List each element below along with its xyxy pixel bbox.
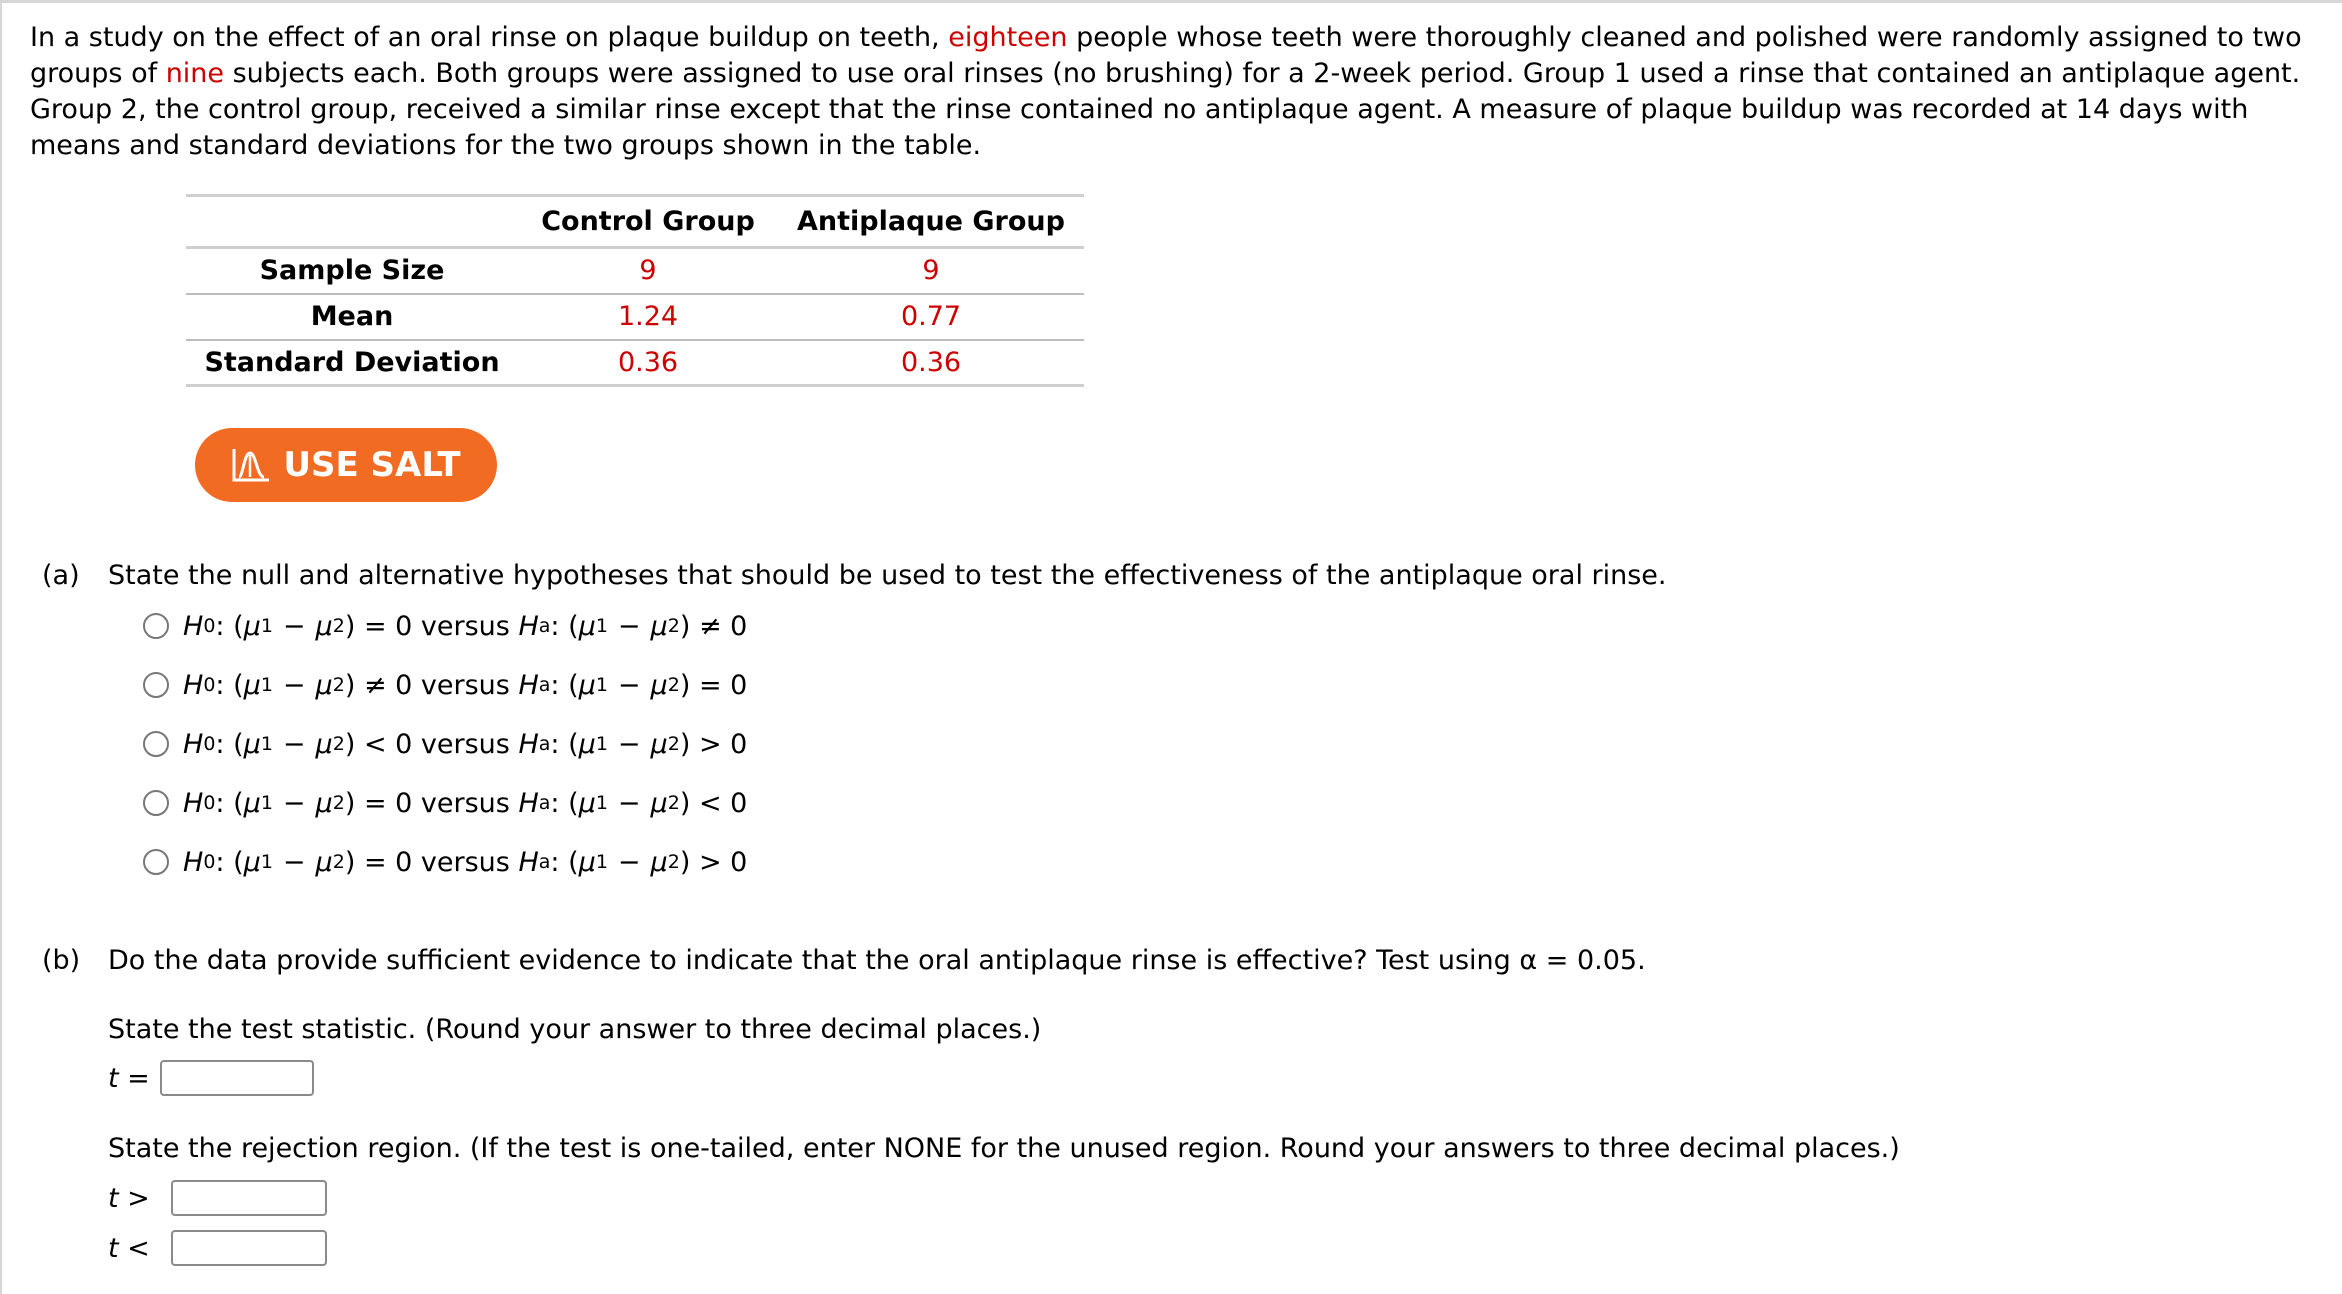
cell-antiplaque-mean: 0.77 [900, 301, 962, 332]
cell-control-std-dev: 0.36 [617, 346, 679, 378]
hypothesis-option-2[interactable]: H 0 : ( μ 1 − μ 2 ) ≠ 0 versus H a : ( μ 1 − μ 2 ) = 0 [143, 667, 747, 703]
table-row [186, 248, 1084, 294]
table-row [186, 294, 1084, 340]
t-greater-input[interactable] [171, 1180, 327, 1216]
radio-button[interactable] [143, 731, 169, 757]
hypothesis-option-5[interactable]: H 0 : ( μ 1 − μ 2 ) = 0 versus H a : ( μ 1 − μ 2 ) > 0 [143, 844, 747, 880]
radio-button[interactable] [143, 849, 169, 875]
hypothesis-option-4[interactable]: H 0 : ( μ 1 − μ 2 ) = 0 versus H a : ( μ 1 − μ 2 ) < 0 [143, 785, 747, 821]
header-control-group: Control Group [541, 206, 755, 237]
problem-intro: In a study on the effect of an oral rinse on plaque buildup on teeth, eighteen people whose teeth were thoroughly cleaned and polished were randomly assigned to two groups of nine subjects each. Both groups were assigned to use oral rinses (no brushing) for a 2-week period. Group 1 used a rinse that contained an antiplaque agent. Group 2, the control group, received a similar rinse except that the rinse contained no antiplaque agent. A measure of plaque buildup was recorded at 14 days with means and standard deviations for the two groups shown in the table. [30, 22, 2302, 161]
use-salt-label: USE SALT [283, 445, 461, 485]
radio-button[interactable] [143, 790, 169, 816]
cell-control-mean: 1.24 [617, 301, 679, 332]
cell-control-sample-size: 9 [639, 255, 657, 287]
part-b-label: (b) [42, 945, 81, 976]
header-antiplaque-group: Antiplaque Group [797, 206, 1065, 237]
row-label-std-dev: Standard Deviation [204, 346, 500, 378]
t-less-label: t < [108, 1233, 150, 1264]
part-b-question: Do the data provide sufficient evidence to indicate that the oral antiplaque rinse is effective? Test using α = 0.05. [108, 945, 1646, 976]
top-border [0, 0, 2342, 3]
left-border [0, 0, 2, 1294]
radio-button[interactable] [143, 613, 169, 639]
radio-button[interactable] [143, 672, 169, 698]
cell-antiplaque-std-dev: 0.36 [900, 346, 962, 378]
hypothesis-option-1[interactable]: H 0 : ( μ 1 − μ 2 ) = 0 versus H a : ( μ 1 − μ 2 ) ≠ 0 [143, 608, 747, 644]
row-label-mean: Mean [310, 301, 394, 332]
t-equals-label: t = [108, 1063, 150, 1094]
hypothesis-option-3[interactable]: H 0 : ( μ 1 − μ 2 ) < 0 versus H a : ( μ 1 − μ 2 ) > 0 [143, 726, 747, 762]
t-greater-label: t > [108, 1183, 150, 1214]
count-total: eighteen [948, 22, 1068, 53]
row-label-sample-size: Sample Size [259, 255, 445, 287]
rejection-region-prompt: State the rejection region. (If the test is one-tailed, enter NONE for the unused region. Round your answers to three decimal places.) [108, 1133, 1900, 1164]
data-table [186, 194, 1084, 387]
use-salt-button[interactable] [195, 428, 497, 502]
count-group: nine [165, 58, 225, 89]
part-a-question: State the null and alternative hypotheses that should be used to test the effectiveness of the antiplaque oral rinse. [108, 560, 1667, 591]
salt-chart-icon [231, 447, 271, 483]
part-a-label: (a) [42, 560, 80, 591]
cell-antiplaque-sample-size: 9 [922, 255, 940, 287]
table-row [186, 340, 1084, 386]
t-statistic-input[interactable] [160, 1060, 314, 1096]
test-stat-prompt: State the test statistic. (Round your answer to three decimal places.) [108, 1014, 1042, 1045]
t-less-input[interactable] [171, 1230, 327, 1266]
table-header-row [186, 196, 1084, 248]
